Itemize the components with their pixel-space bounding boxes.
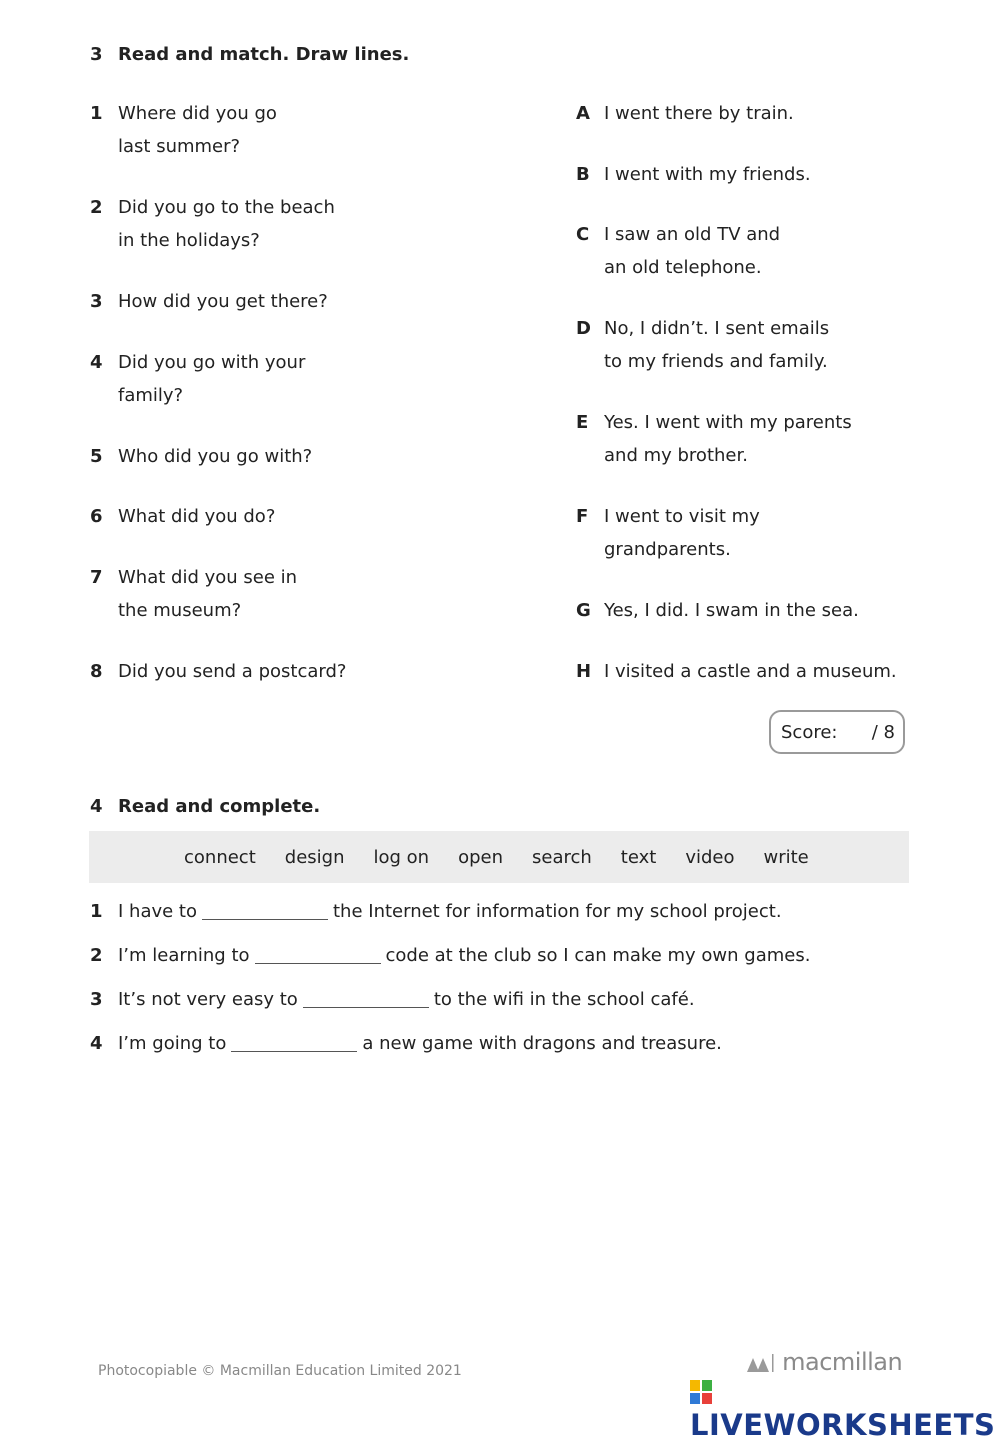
score-total: / 8 bbox=[871, 722, 895, 743]
sentence-3: 3 It’s not very easy to to the wifi in the school café. bbox=[90, 989, 695, 1010]
sentence-4: 4 I’m going to a new game with dragons and treasure. bbox=[90, 1033, 722, 1054]
section-3-heading: 3 Read and match. Draw lines. bbox=[90, 44, 410, 65]
word-bank-item[interactable]: search bbox=[532, 846, 592, 868]
macmillan-mark-icon bbox=[745, 1352, 775, 1374]
answer-blank-3[interactable] bbox=[303, 991, 429, 1008]
word-bank-item[interactable]: text bbox=[620, 846, 657, 868]
liveworksheets-blocks-icon bbox=[690, 1380, 712, 1404]
score-label: Score: bbox=[781, 722, 838, 743]
liveworksheets-watermark bbox=[690, 1374, 1000, 1442]
word-bank-item[interactable]: log on bbox=[373, 846, 430, 868]
answer-blank-1[interactable] bbox=[202, 903, 328, 920]
word-bank-item[interactable]: write bbox=[763, 846, 809, 868]
word-bank-item[interactable]: connect bbox=[184, 846, 256, 868]
macmillan-logo bbox=[745, 1348, 902, 1376]
word-bank bbox=[89, 831, 909, 883]
word-bank-item[interactable]: open bbox=[458, 846, 503, 868]
sentence-1: 1 I have to the Internet for information for my school project. bbox=[90, 901, 782, 922]
macmillan-wordmark: macmillan bbox=[782, 1348, 903, 1376]
word-bank-item[interactable]: video bbox=[685, 846, 735, 868]
liveworksheets-text: LIVEWORKSHEETS bbox=[690, 1408, 996, 1442]
copyright-footer: Photocopiable © Macmillan Education Limited 2021 bbox=[98, 1363, 462, 1379]
score-box bbox=[769, 710, 905, 754]
sentence-2: 2 I’m learning to code at the club so I can make my own games. bbox=[90, 945, 811, 966]
section-4-heading: 4 Read and complete. bbox=[90, 796, 321, 817]
word-bank-item[interactable]: design bbox=[284, 846, 345, 868]
answer-blank-2[interactable] bbox=[255, 947, 381, 964]
answer-blank-4[interactable] bbox=[231, 1035, 357, 1052]
